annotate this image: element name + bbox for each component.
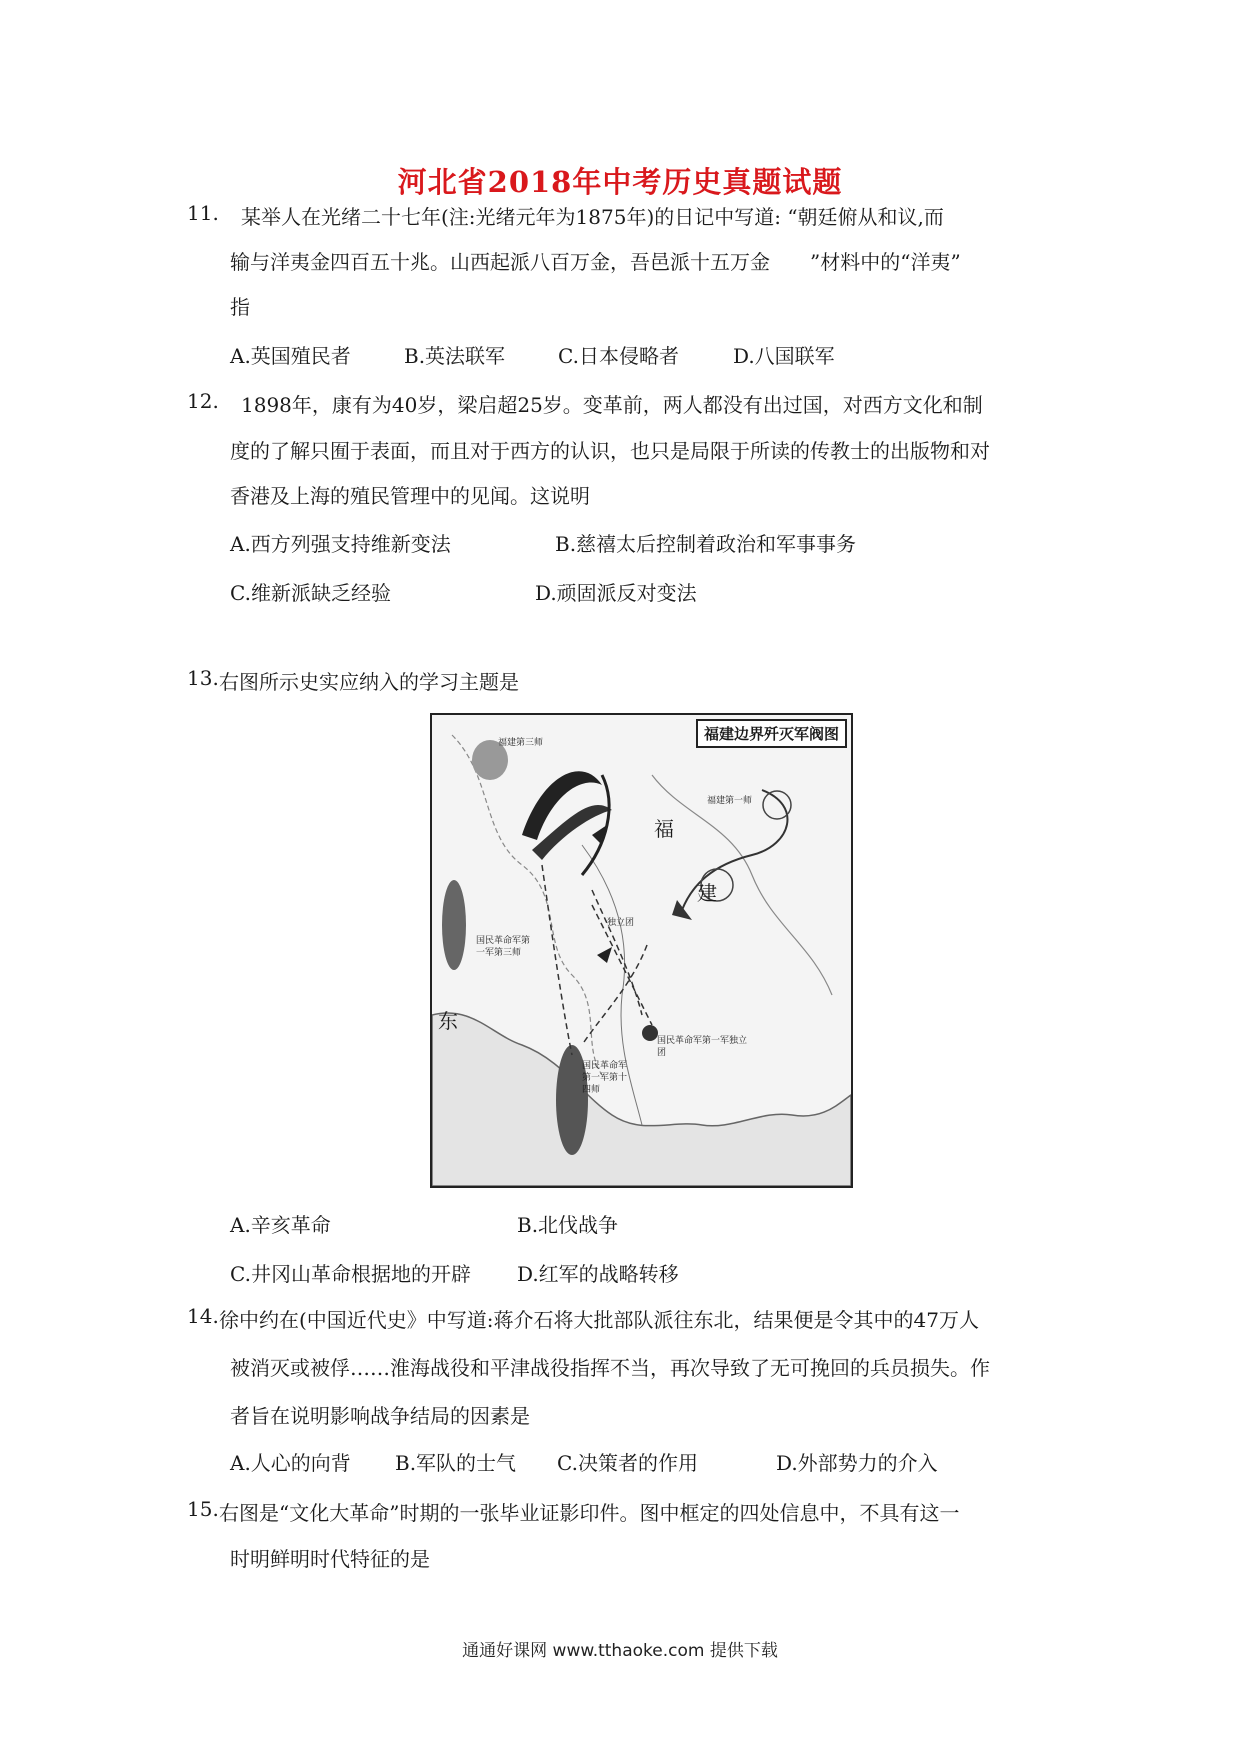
attack-arrow <box>582 775 609 875</box>
question-text-line: 右图是“文化大革命”时期的一张毕业证影印件。图中框定的四处信息中，不具有这一 <box>219 1501 960 1525</box>
map-label: 福 <box>654 817 674 841</box>
map-label: 福建第一师 <box>707 796 753 806</box>
river-line <box>652 775 832 995</box>
question-text-line: 1898年，康有为40岁，梁启超25岁。变革前，两人都没有出过国，对西方文化和制 <box>241 393 983 417</box>
map-label: 国民革命军第一军第十四师 <box>582 1061 628 1095</box>
option-c: C.维新派缺乏经验 <box>230 581 391 605</box>
map-label: 国民革命军第一军独立团 <box>657 1036 748 1058</box>
map-title: 福建边界歼灭军阀图 <box>696 719 847 748</box>
question-number: 11. <box>187 201 219 225</box>
map-figure <box>430 713 853 1188</box>
lake-shape <box>442 880 466 970</box>
question-number: 12. <box>187 389 219 413</box>
question-number: 15. <box>187 1497 219 1521</box>
question-text-line: 时明鲜明时代特征的是 <box>230 1547 430 1571</box>
question-number: 14. <box>187 1304 219 1328</box>
question-text-line: 指 <box>230 295 250 319</box>
map-label: 东 <box>438 1009 458 1033</box>
question-text-line: 者旨在说明影响战争结局的因素是 <box>230 1404 530 1428</box>
question-text-line: 输与洋夷金四百五十兆。山西起派八百万金，吾邑派十五万金 ”材料中的“洋夷” <box>230 250 961 274</box>
option-a: A.英国殖民者 <box>230 344 351 368</box>
option-b: B.北伐战争 <box>517 1213 619 1237</box>
option-d: D.顽固派反对变法 <box>535 581 697 605</box>
question-text-line: 度的了解只囿于表面，而且对于西方的认识，也只是局限于所读的传教士的出版物和对 <box>230 439 990 463</box>
option-c: C.日本侵略者 <box>558 344 679 368</box>
arrow-head <box>597 947 612 963</box>
map-label: 建 <box>697 881 717 905</box>
battle-circle <box>763 791 791 819</box>
question-text-line: 右图所示史实应纳入的学习主题是 <box>219 670 519 694</box>
map-label: 福建第三师 <box>498 738 544 748</box>
option-b: B.军队的士气 <box>395 1451 517 1475</box>
coastline <box>432 1013 851 1186</box>
map-label: 国民革命军第一军第三师 <box>476 936 531 958</box>
option-b: B.英法联军 <box>404 344 506 368</box>
page-title: 河北省2018年中考历史真题试题 <box>397 165 843 199</box>
question-text-line: 某举人在光绪二十七年(注:光绪元年为1875年)的日记中写道: “朝廷俯从和议,而 <box>241 205 944 229</box>
option-d: D.八国联军 <box>733 344 835 368</box>
option-c: C.决策者的作用 <box>557 1451 698 1475</box>
arrow-head <box>672 900 692 920</box>
question-text-line: 徐中约在(中国近代史》中写道:蒋介石将大批部队派往东北，结果便是令其中的47万人 <box>219 1308 979 1332</box>
option-a: A.辛亥革命 <box>230 1213 331 1237</box>
option-a: A.西方列强支持维新变法 <box>230 532 451 556</box>
question-text-line: 香港及上海的殖民管理中的见闻。这说明 <box>230 484 590 508</box>
question-number: 13. <box>187 666 219 690</box>
march-route <box>592 890 642 1015</box>
option-a: A.人心的向背 <box>230 1451 351 1475</box>
option-d: D.外部势力的介入 <box>776 1451 938 1475</box>
march-route <box>542 865 572 1055</box>
map-label: 独立团 <box>607 918 635 928</box>
option-c: C.井冈山革命根据地的开辟 <box>230 1262 471 1286</box>
city-marker <box>642 1025 658 1041</box>
page-footer: 通通好课网 www.tthaoke.com 提供下载 <box>462 1641 778 1661</box>
option-d: D.红军的战略转移 <box>517 1262 679 1286</box>
question-text-line: 被消灭或被俘……淮海战役和平津战役指挥不当，再次导致了无可挽回的兵员损失。作 <box>230 1356 990 1380</box>
option-b: B.慈禧太后控制着政治和军事事务 <box>555 532 857 556</box>
